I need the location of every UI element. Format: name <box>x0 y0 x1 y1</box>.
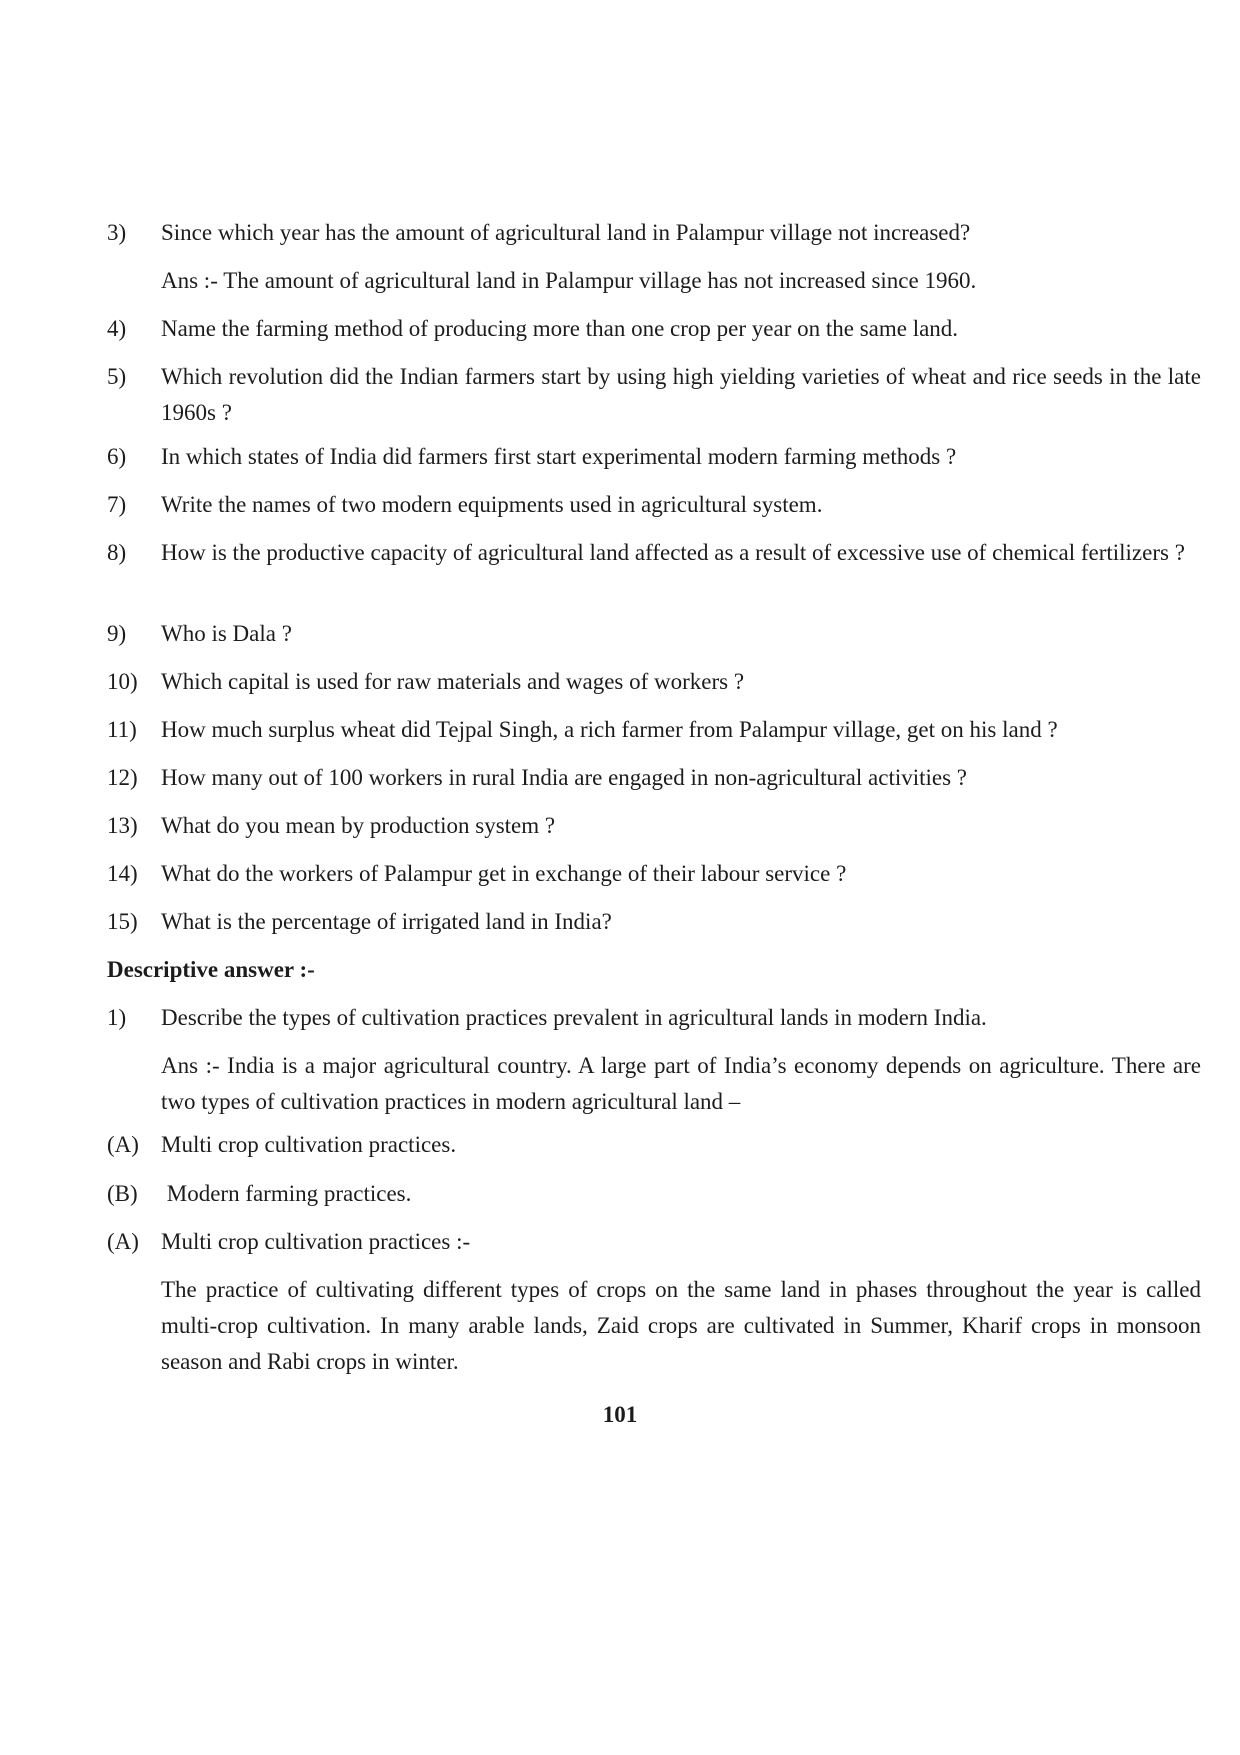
question-text: How much surplus wheat did Tejpal Singh, a rich farmer from Palampur village, get on his land ? <box>161 717 1058 742</box>
question-text: Which revolution did the Indian farmers start by using high yielding varieties of wheat and rice seeds in the late 1960s ? <box>161 364 1201 425</box>
answer-intro: Ans :- India is a major agricultural country. A large part of India’s economy depends on agriculture. There are two types of cultivation practices in modern agricultural land – <box>161 1053 1201 1114</box>
list-marker: (A) <box>107 1229 139 1254</box>
section-a-body: The practice of cultivating different types of crops on the same land in phases throughout the year is called multi-crop cultivation. In many arable lands, Zaid crops are cultivated in Summer, Kharif crops in monsoon season and Rabi crops in winter. <box>161 1277 1201 1374</box>
question-number: 4) <box>107 316 127 341</box>
list-text: Modern farming practices. <box>161 1181 412 1206</box>
question-text: Describe the types of cultivation practices prevalent in agricultural lands in modern India. <box>161 1005 987 1030</box>
question-number: 6) <box>107 444 127 469</box>
question-text: Write the names of two modern equipments used in agricultural system. <box>161 492 823 517</box>
question-number: 15) <box>107 909 138 934</box>
answer-3: Ans :- The amount of agricultural land in Palampur village has not increased since 1960. <box>161 268 977 293</box>
question-text: Who is Dala ? <box>161 621 292 646</box>
question-number: 11) <box>107 717 137 742</box>
question-number: 13) <box>107 813 138 838</box>
question-number: 14) <box>107 861 138 886</box>
question-number: 12) <box>107 765 138 790</box>
question-text: What do the workers of Palampur get in exchange of their labour service ? <box>161 861 847 886</box>
question-text: Which capital is used for raw materials and wages of workers ? <box>161 669 745 694</box>
question-text: What do you mean by production system ? <box>161 813 556 838</box>
question-text: Since which year has the amount of agricultural land in Palampur village not increased? <box>161 220 971 245</box>
question-number: 8) <box>107 540 127 565</box>
question-number: 9) <box>107 621 127 646</box>
question-text: Name the farming method of producing more than one crop per year on the same land. <box>161 316 959 341</box>
list-text: Multi crop cultivation practices :- <box>161 1229 471 1254</box>
question-text: In which states of India did farmers first start experimental modern farming methods ? <box>161 444 957 469</box>
page-number: 101 <box>602 1402 638 1427</box>
question-text: How is the productive capacity of agricultural land affected as a result of excessive use of chemical fertilizers ? <box>161 540 1185 565</box>
question-number: 5) <box>107 364 127 389</box>
question-text: How many out of 100 workers in rural India are engaged in non-agricultural activities ? <box>161 765 968 790</box>
question-number: 3) <box>107 220 127 245</box>
question-text: What is the percentage of irrigated land in India? <box>161 909 612 934</box>
question-number: 1) <box>107 1005 127 1030</box>
list-text: Multi crop cultivation practices. <box>161 1132 457 1157</box>
list-marker: (B) <box>107 1181 138 1206</box>
question-number: 10) <box>107 669 138 694</box>
question-number: 7) <box>107 492 127 517</box>
section-heading: Descriptive answer :- <box>107 957 315 982</box>
list-marker: (A) <box>107 1132 139 1157</box>
